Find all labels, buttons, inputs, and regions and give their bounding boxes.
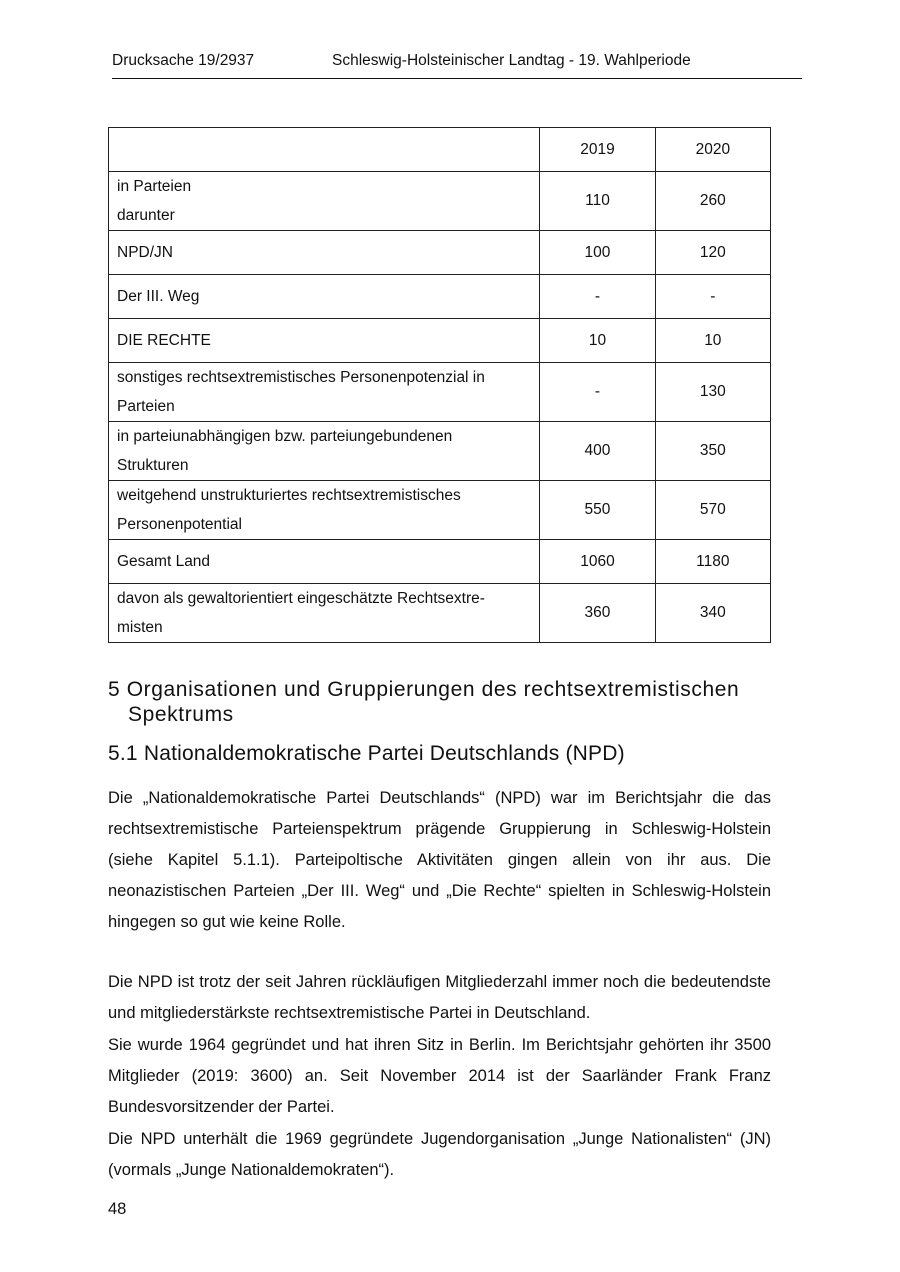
table-row	[109, 584, 771, 643]
section-heading	[108, 677, 788, 727]
value-2019: 1060	[540, 540, 655, 584]
table-row	[109, 481, 771, 540]
section-heading-line2: Spektrums	[128, 703, 234, 726]
value-2019: 400	[540, 422, 655, 481]
parliament-title: Schleswig-Holsteinischer Landtag - 19. Wahlperiode	[332, 52, 691, 69]
table-header-2019: 2019	[540, 128, 655, 172]
value-2020: 340	[655, 584, 770, 643]
paragraph-npd-intro: Die „Nationaldemokratische Partei Deutschlands“ (NPD) war im Berichtsjahr die das rechtsextremistische Parteienspektrum prägende Gruppierung in Schleswig-Holstein (siehe Kapitel 5.1.1). Parteipoltische Aktivitäten gingen allein von ihr aus. Die neonazistischen Parteien „Der III. Weg“ und „Die Rechte“ spielten in Schleswig-Holstein hingegen so gut wie keine Rolle.	[108, 789, 771, 931]
value-2020: -	[655, 275, 770, 319]
row-label: DIE RECHTE	[109, 319, 540, 363]
value-2019: 110	[540, 172, 655, 231]
table-row	[109, 540, 771, 584]
value-2020: 570	[655, 481, 770, 540]
value-2019: 360	[540, 584, 655, 643]
page-number: 48	[108, 1200, 127, 1218]
table-header-empty	[109, 128, 540, 172]
table-row	[109, 275, 771, 319]
value-2020: 120	[655, 231, 770, 275]
row-label: Gesamt Land	[109, 540, 540, 584]
value-2019: -	[540, 363, 655, 422]
row-label: weitgehend unstrukturiertes rechtsextremistisches Personenpotential	[109, 481, 540, 540]
table-header-row	[109, 128, 771, 172]
table-row	[109, 363, 771, 422]
table-header-2020: 2020	[655, 128, 770, 172]
value-2019: 550	[540, 481, 655, 540]
value-2020: 130	[655, 363, 770, 422]
row-label: sonstiges rechtsextremistisches Personenpotenzial in Parteien	[109, 363, 540, 422]
value-2020: 1180	[655, 540, 770, 584]
row-label: Der III. Weg	[109, 275, 540, 319]
table-row	[109, 422, 771, 481]
row-label: NPD/JN	[109, 231, 540, 275]
row-label: in parteiunabhängigen bzw. parteiungebundenen Strukturen	[109, 422, 540, 481]
row-label: davon als gewaltorientiert eingeschätzte Rechtsextre- misten	[109, 584, 540, 643]
paragraph-npd-strength: Die NPD ist trotz der seit Jahren rückläufigen Mitgliederzahl immer noch die bedeutendste und mitgliederstärkste rechtsextremistische Partei in Deutschland.	[108, 973, 771, 1022]
paragraph-npd-founding: Sie wurde 1964 gegründet und hat ihren Sitz in Berlin. Im Berichtsjahr gehörten ihr 3500 Mitglieder (2019: 3600) an. Seit November 2014 ist der Saarländer Frank Franz Bundesvorsitzender der Partei.	[108, 1036, 771, 1116]
value-2019: -	[540, 275, 655, 319]
page-header	[112, 52, 802, 79]
section-heading-line1: 5 Organisationen und Gruppierungen des rechtsextremistischen	[108, 678, 740, 701]
table-row	[109, 231, 771, 275]
value-2019: 10	[540, 319, 655, 363]
table-row	[109, 319, 771, 363]
value-2019: 100	[540, 231, 655, 275]
paragraph-npd-youth: Die NPD unterhält die 1969 gegründete Jugendorganisation „Junge Nationalisten“ (JN) (vormals „Junge Nationaldemokraten“).	[108, 1130, 771, 1179]
row-label: in Parteien darunter	[109, 172, 540, 231]
table-row	[109, 172, 771, 231]
subsection-heading: 5.1 Nationaldemokratische Partei Deutschlands (NPD)	[108, 742, 625, 765]
value-2020: 350	[655, 422, 770, 481]
statistics-table	[108, 127, 771, 643]
value-2020: 10	[655, 319, 770, 363]
value-2020: 260	[655, 172, 770, 231]
document-number: Drucksache 19/2937	[112, 52, 255, 69]
